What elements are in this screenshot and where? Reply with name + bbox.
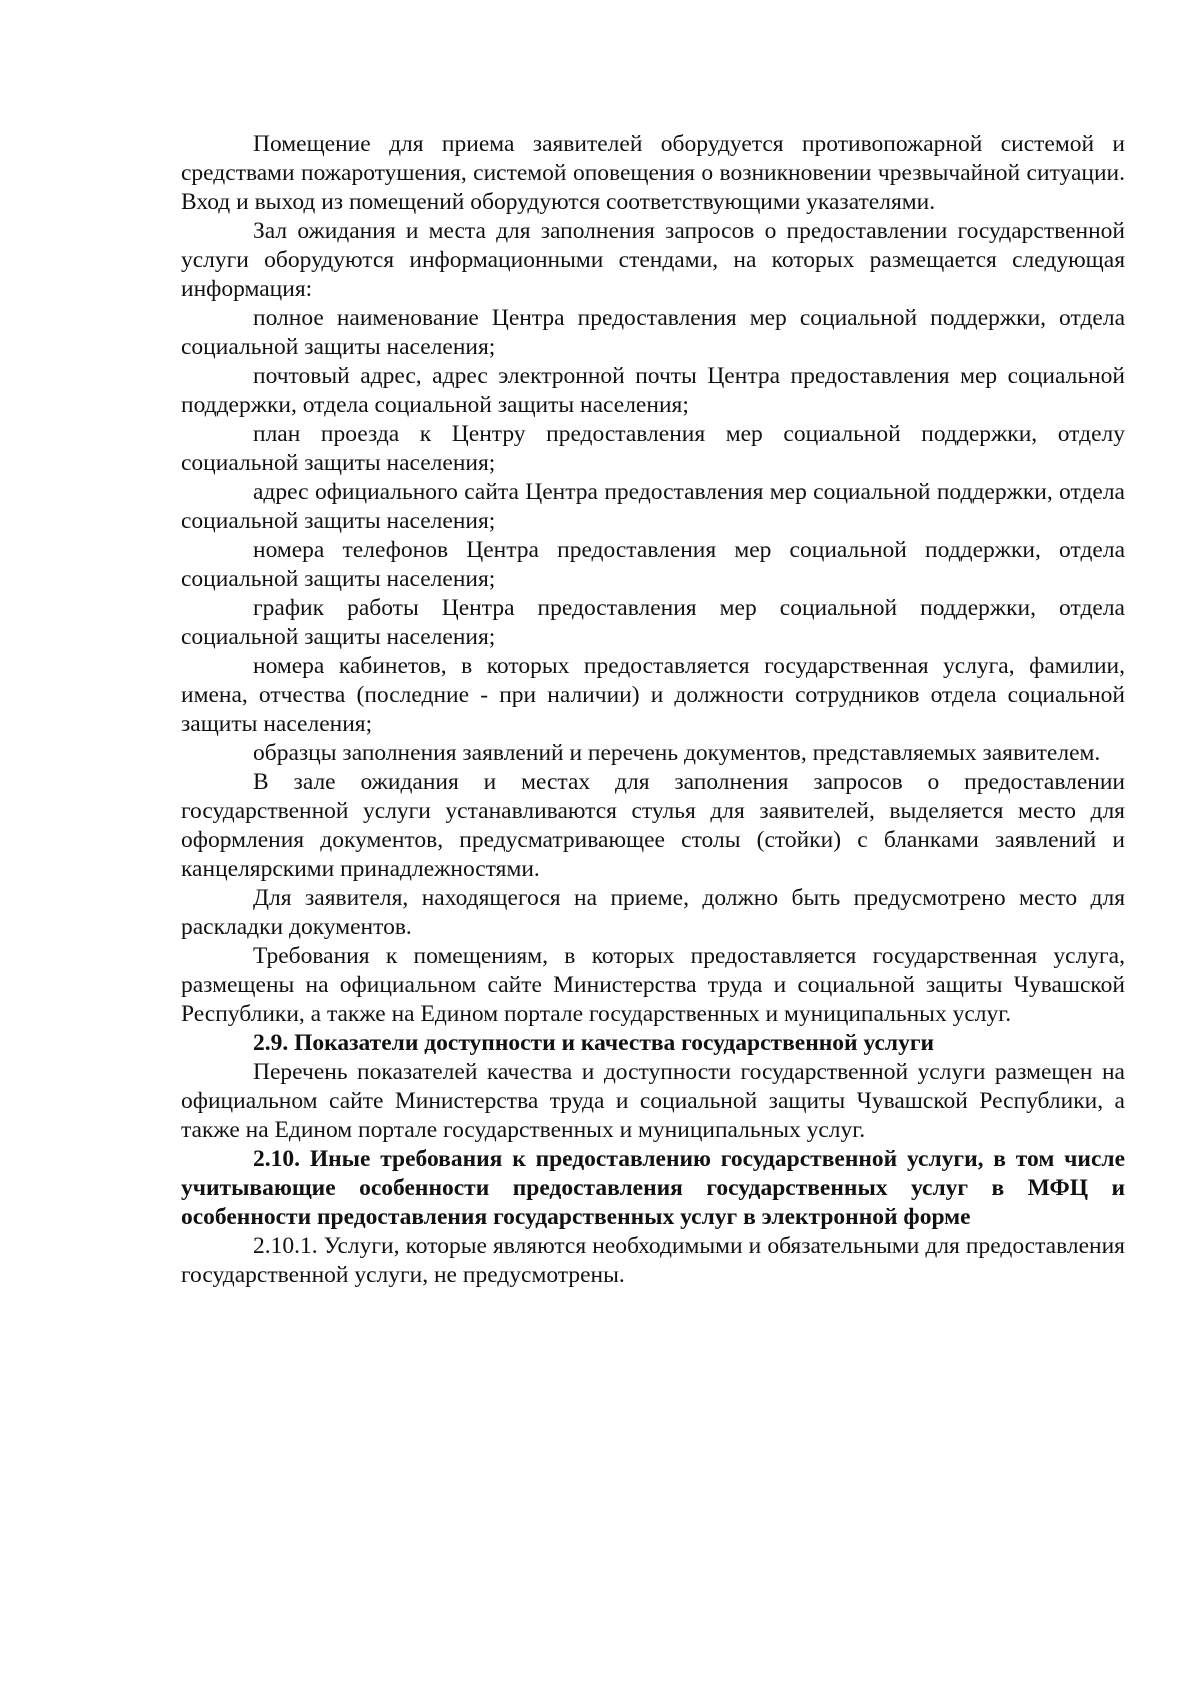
list-item-schedule: график работы Центра предоставления мер социальной поддержки, отдела социальной защиты населения; (181, 595, 1125, 650)
list-item-website: адрес официального сайта Центра предоставления мер социальной поддержки, отдела социальной защиты населения; (181, 479, 1125, 534)
section-text-2-9: Перечень показателей качества и доступности государственной услуги размещен на официальном сайте Министерства труда и социальной защиты Чувашской Республики, а также на Едином портале государственных и муниципальных услуг. (181, 1059, 1125, 1143)
list-item-phones: номера телефонов Центра предоставления мер социальной поддержки, отдела социальной защиты населения; (181, 537, 1125, 592)
paragraph-chairs: В зале ожидания и местах для заполнения запросов о предоставлении государственной услуги устанавливаются стулья для заявителей, выделяется место для оформления документов, предусматривающее столы (стойки) с бланками заявлений и канцелярскими принадлежностями. (181, 769, 1125, 882)
document-page (181, 130, 1125, 1290)
paragraph-premises-requirements: Требования к помещениям, в которых предоставляется государственная услуга, размещены на официальном сайте Министерства труда и социальной защиты Чувашской Республики, а также на Едином портале государственных и муниципальных услуг. (181, 943, 1125, 1027)
paragraph-waiting-hall: Зал ожидания и места для заполнения запросов о предоставлении государственной услуги оборудуются информационными стендами, на которых размещается следующая информация: (181, 218, 1125, 302)
list-item-postal-address: почтовый адрес, адрес электронной почты Центра предоставления мер социальной поддержки, отдела социальной защиты населения; (181, 363, 1125, 418)
list-item-cabinets: номера кабинетов, в которых предоставляется государственная услуга, фамилии, имена, отчества (последние - при наличии) и должности сотрудников отдела социальной защиты населения; (181, 653, 1125, 737)
section-title-2-10: 2.10. Иные требования к предоставлению государственной услуги, в том числе учитывающие особенности предоставления государственных услуг в МФЦ и особенности предоставления государственных услуг в электронной форме (181, 1146, 1125, 1230)
section-text-2-10-1: 2.10.1. Услуги, которые являются необходимыми и обязательными для предоставления государственной услуги, не предусмотрены. (181, 1233, 1125, 1288)
list-item-full-name: полное наименование Центра предоставления мер социальной поддержки, отдела социальной защиты населения; (181, 305, 1125, 360)
list-item-route-plan: план проезда к Центру предоставления мер социальной поддержки, отделу социальной защиты населения; (181, 421, 1125, 476)
paragraph-document-place: Для заявителя, находящегося на приеме, должно быть предусмотрено место для раскладки документов. (181, 885, 1125, 940)
section-title-2-9: 2.9. Показатели доступности и качества государственной услуги (253, 1030, 935, 1056)
list-item-samples: образцы заполнения заявлений и перечень документов, представляемых заявителем. (253, 740, 1101, 766)
paragraph-fire-safety: Помещение для приема заявителей оборудуется противопожарной системой и средствами пожаротушения, системой оповещения о возникновении чрезвычайной ситуации. Вход и выход из помещений оборудуются соответствующими указателями. (181, 131, 1125, 215)
